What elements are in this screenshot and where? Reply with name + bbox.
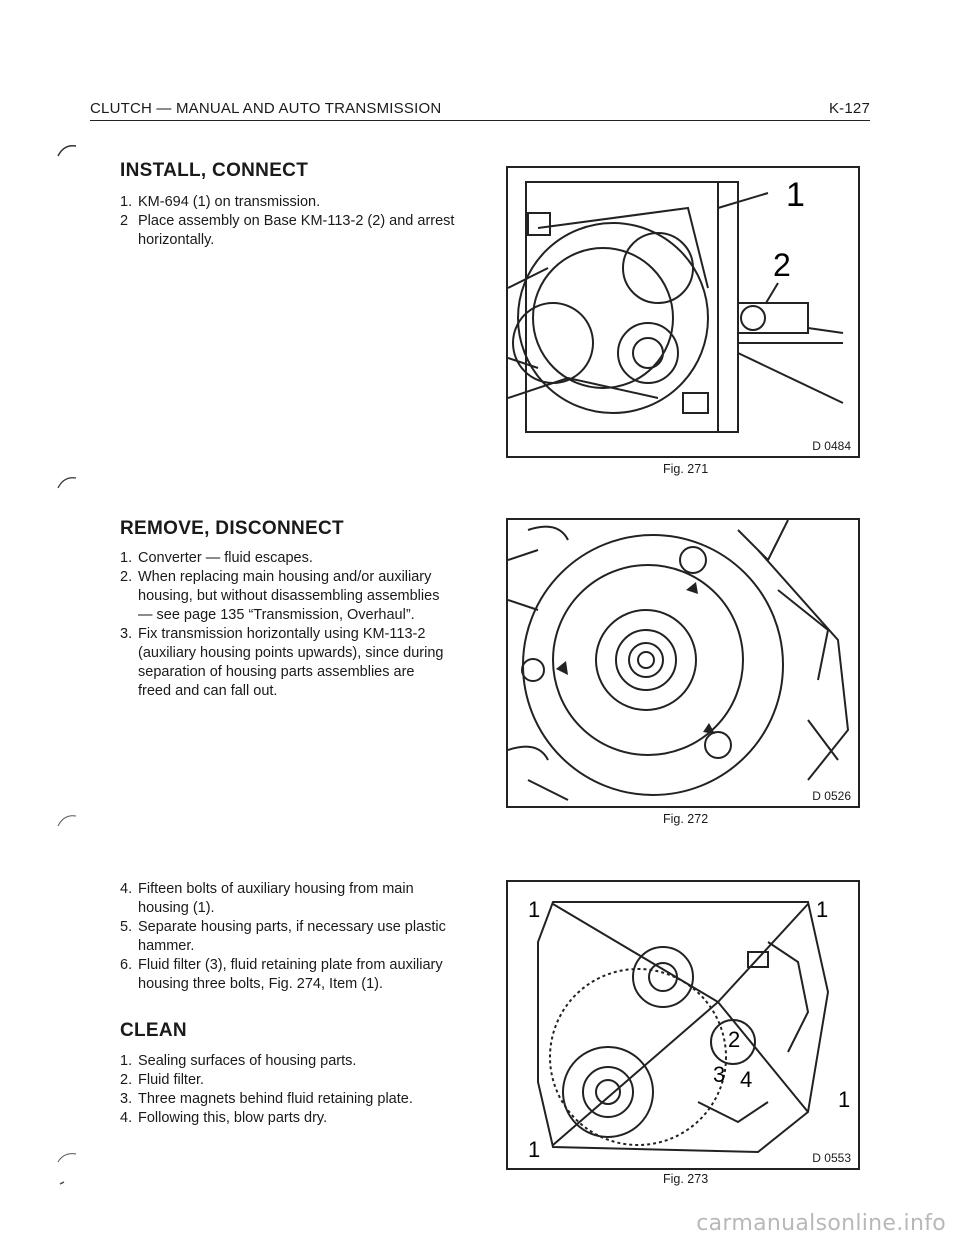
- list-item: 4. Following this, blow parts dry.: [120, 1110, 328, 1126]
- torque-converter-illustration: [508, 520, 858, 806]
- figure-caption: Fig. 272: [663, 812, 709, 826]
- list-item: 2. Fluid filter.: [120, 1072, 205, 1088]
- remove-steps-b: [120, 880, 450, 994]
- figure-callout: 2: [773, 247, 791, 283]
- figure-callout: 2: [728, 1027, 741, 1052]
- figure-272: [506, 518, 860, 808]
- clean-steps: [120, 1052, 450, 1128]
- watermark: carmanualsonline.info: [696, 1211, 946, 1236]
- list-item: 5. Separate housing parts, if necessary use plastic hammer.: [120, 919, 446, 954]
- figure-callout: 4: [740, 1067, 753, 1092]
- figure-callout: 1: [786, 176, 805, 214]
- figure-caption: Fig. 273: [663, 1172, 709, 1186]
- page-header: [90, 98, 870, 121]
- figure-callout: 1: [816, 897, 829, 922]
- transmission-fixture-illustration: [508, 168, 858, 456]
- drawing-code: D 0526: [812, 789, 851, 803]
- list-item: 6. Fluid filter (3), fluid retaining plate from auxiliary housing three bolts, Fig. 274, Item (1).: [120, 957, 443, 992]
- margin-mark: [56, 810, 86, 830]
- auxiliary-housing-illustration: [508, 882, 858, 1168]
- margin-mark: [56, 472, 86, 492]
- figure-caption: Fig. 271: [663, 462, 709, 476]
- list-item: 1. KM-694 (1) on transmission.: [120, 194, 321, 210]
- figure-callout: 1: [528, 1137, 541, 1162]
- list-item: 2 Place assembly on Base KM-113-2 (2) and arrest horizontally.: [120, 213, 455, 248]
- figure-callout: 1: [838, 1087, 851, 1112]
- drawing-code: D 0484: [812, 439, 851, 453]
- section-heading: CLUTCH — MANUAL AND AUTO TRANSMISSION: [90, 100, 442, 117]
- list-item: 2. When replacing main housing and/or auxiliary housing, but without disassembling assemblies — see page 135 “Transmission, Overhaul”.: [120, 569, 440, 623]
- remove-title: REMOVE, DISCONNECT: [120, 518, 344, 539]
- figure-callout: 3: [713, 1062, 726, 1087]
- list-item: 3. Three magnets behind fluid retaining plate.: [120, 1091, 413, 1107]
- list-item: 1. Converter — fluid escapes.: [120, 550, 313, 566]
- list-item: 1. Sealing surfaces of housing parts.: [120, 1053, 357, 1069]
- figure-callout: 1: [528, 897, 541, 922]
- list-item: 3. Fix transmission horizontally using KM-113-2 (auxiliary housing points upwards), since during separation of housing parts assemblies are freed and can fall out.: [120, 626, 444, 699]
- figure-271: [506, 166, 860, 458]
- page-number: K-127: [828, 100, 870, 117]
- margin-mark: [56, 140, 86, 160]
- remove-steps-a: [120, 549, 450, 701]
- drawing-code: D 0553: [812, 1151, 851, 1165]
- install-steps: [120, 193, 465, 250]
- margin-mark: [56, 1150, 86, 1190]
- install-title: INSTALL, CONNECT: [120, 160, 309, 181]
- clean-title: CLEAN: [120, 1020, 187, 1041]
- figure-273: [506, 880, 860, 1170]
- list-item: 4. Fifteen bolts of auxiliary housing from main housing (1).: [120, 881, 414, 916]
